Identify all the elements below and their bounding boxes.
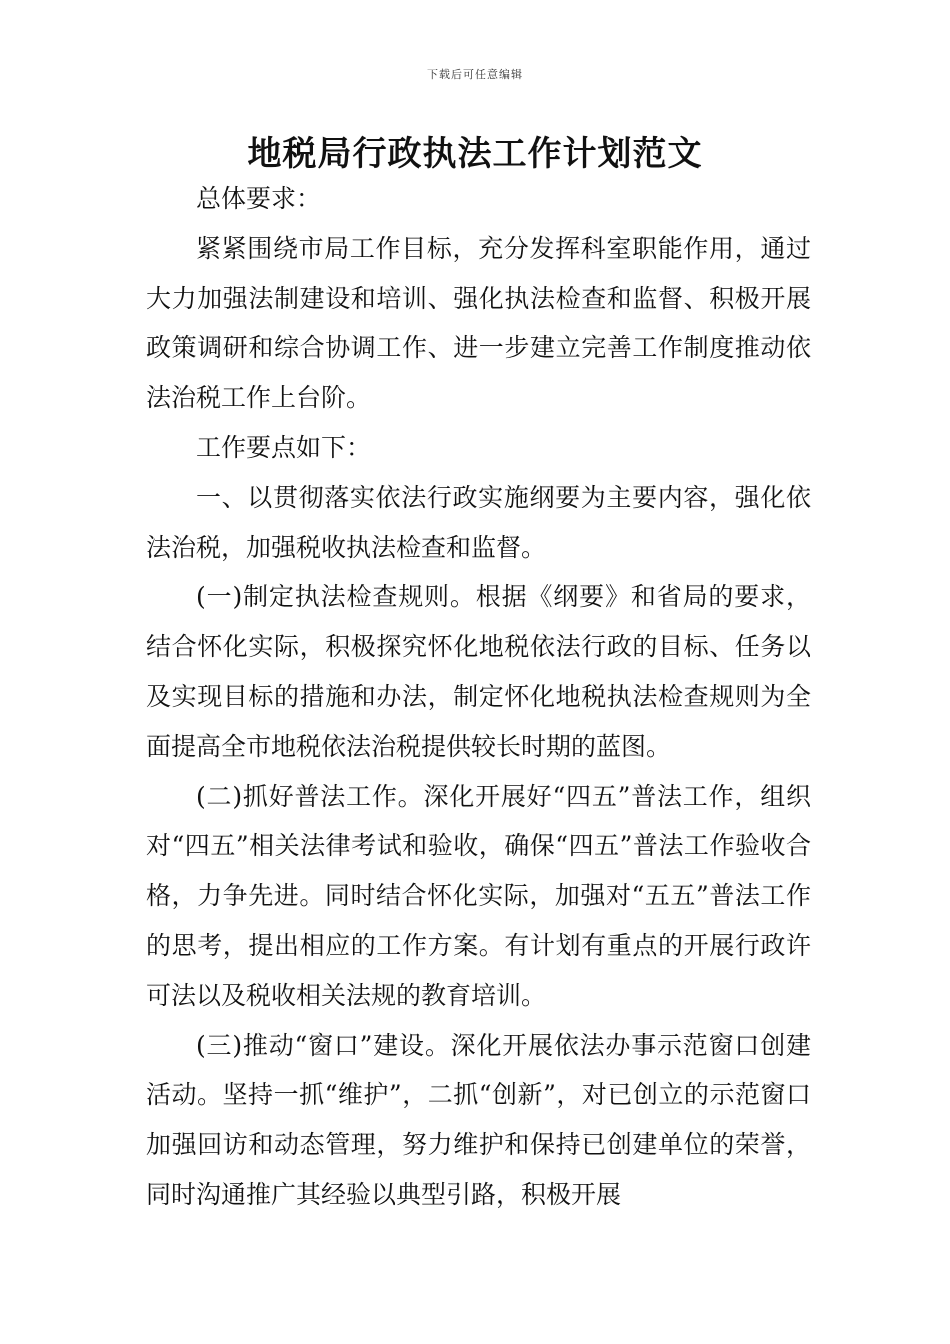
document-title: 地税局行政执法工作计划范文 xyxy=(247,134,703,174)
paragraph-key-points: 工作要点如下： xyxy=(196,432,372,462)
paragraph-section-one: 一、以贯彻落实依法行政实施纲要为主要内容，强化依法治税，加强税收执法检查和监督。 xyxy=(146,482,811,562)
header-note: 下载后可任意编辑 xyxy=(427,68,523,81)
paragraph-intro: 紧紧围绕市局工作目标，充分发挥科室职能作用，通过大力加强法制建设和培训、强化执法检查和监督、积极开展政策调研和综合协调工作、进一步建立完善工作制度推动依法治税工作上台阶。 xyxy=(146,233,811,413)
document-body xyxy=(146,174,811,1220)
paragraph-item-one: (一)制定执法检查规则。根据《纲要》和省局的要求，结合怀化实际，积极探究怀化地税依法行政的目标、任务以及实现目标的措施和办法，制定怀化地税执法检查规则为全面提高全市地税依法治税提供较长时期的蓝图。 xyxy=(146,582,811,761)
paragraph-overall-requirements: 总体要求： xyxy=(196,184,322,213)
paragraph-item-two: (二)抓好普法工作。深化开展好“四五”普法工作，组织对“四五”相关法律考试和验收，确保“四五”普法工作验收合格，力争先进。同时结合怀化实际，加强对“五五”普法工作的思考，提出相应的工作方案。有计划有重点的开展行政许可法以及税收相关法规的教育培训。 xyxy=(146,781,811,1010)
paragraph-item-three: (三)推动“窗口”建设。深化开展依法办事示范窗口创建活动。坚持一抓“维护”，二抓“创新”，对已创立的示范窗口加强回访和动态管理，努力维护和保持已创建单位的荣誉，同时沟通推广其经验以典型引路，积极开展 xyxy=(146,1030,811,1209)
